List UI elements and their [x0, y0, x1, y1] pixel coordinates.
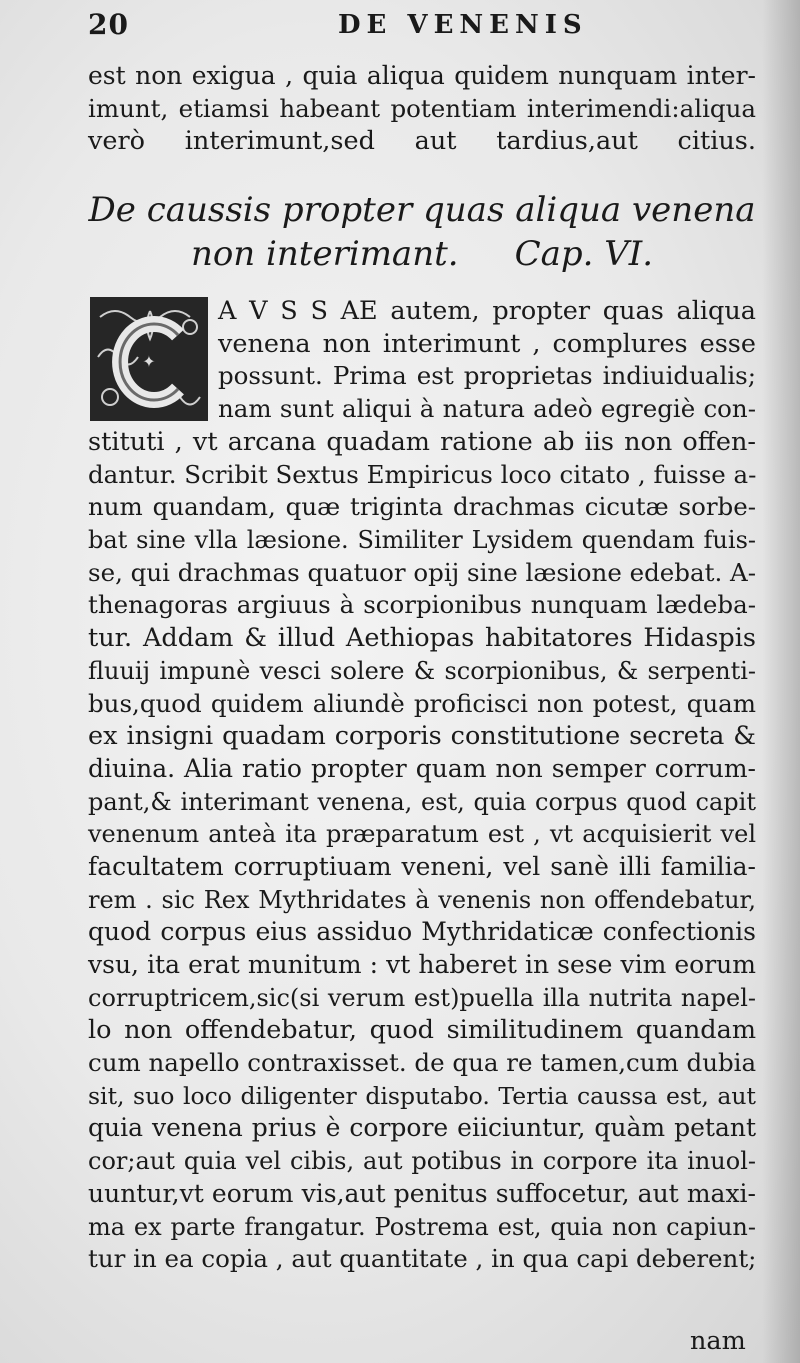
svg-text:✦: ✦	[142, 352, 156, 371]
text-line: est non exigua , quia aliqua quidem nunquam inter-	[88, 61, 756, 90]
text-line: quia venena prius è corpore eiiciuntur, quàm petant	[88, 1113, 756, 1143]
text-line: quod corpus eius assiduo Mythridaticæ confectionis	[88, 917, 756, 947]
chapter-heading-title-end: non interimant.	[190, 234, 459, 274]
text-line: cum napello contraxisset. de qua re tamen,cum dubia	[88, 1048, 757, 1078]
text-line: tur in ea copia , aut quantitate , in qua capi deberent;	[88, 1244, 757, 1274]
catchword: nam	[690, 1326, 746, 1356]
text-line: venenum anteà ita præparatum est , vt acquisierit vel	[88, 820, 756, 849]
text-line: tur. Addam & illud Aethiopas habitatores Hidaspis	[88, 623, 756, 654]
text-line: fluuij impunè vesci solere & scorpionibus, & serpenti-	[88, 656, 756, 685]
text-line: rem . sic Rex Mythridates à venenis non offendebatur,	[88, 885, 756, 914]
text-line: lo non offendebatur, quod similitudinem quandam	[88, 1015, 756, 1046]
text-line: ma ex parte frangatur. Postrema est, quia non capiun-	[88, 1212, 756, 1241]
top-paragraph	[88, 60, 756, 158]
page-edge-shadow	[762, 0, 800, 1363]
text-line: nam sunt aliqui à natura adeò egregiè con-	[218, 394, 756, 424]
text-line: ex insigni quadam corporis constitutione secreta &	[88, 721, 756, 752]
running-head: DE VENENIS	[338, 10, 588, 40]
text-line: cor;aut quia vel cibis, aut potibus in corpore ita inuol-	[88, 1147, 756, 1176]
page-header	[88, 8, 778, 42]
text-line: dantur. Scribit Sextus Empiricus loco citato , fuisse a-	[88, 459, 757, 489]
text-line: vsu, ita erat munitum : vt haberet in sese vim eorum	[88, 950, 756, 979]
text-line: corruptricem,sic(si verum est)puella illa nutrita napel-	[88, 983, 756, 1012]
text-line: facultatem corruptiuam veneni, vel sanè illi familia-	[88, 851, 756, 881]
text-line: thenagoras argiuus à scorpionibus nunquam lædeba-	[88, 590, 756, 620]
text-line: possunt. Prima est proprietas indiuidualis;	[218, 361, 756, 391]
text-line: verò interimunt,sed aut tardius,aut citius.	[88, 126, 756, 157]
chapter-number: Cap. VI.	[514, 234, 654, 274]
text-line: diuina. Alia ratio propter quam non semper corrum-	[88, 753, 756, 783]
ornamental-drop-cap	[90, 297, 208, 421]
text-line: num quandam, quæ triginta drachmas cicutæ sorbe-	[88, 492, 756, 522]
text-line: pant,& interimant venena, est, quia corpus quod capit	[88, 787, 756, 816]
text-line: uuntur,vt eorum vis,aut penitus suffocetur, aut maxi-	[88, 1178, 756, 1208]
text-line: imunt, etiamsi habeant potentiam interimendi:aliqua	[88, 93, 756, 123]
text-line: bat sine vlla læsione. Similiter Lysidem quendam fuis-	[88, 526, 756, 555]
chapter-heading-line-1: De caussis propter quas aliqua venena	[88, 190, 756, 230]
drop-cap-paragraph	[218, 295, 756, 426]
text-line: sit, suo loco diligenter disputabo. Tertia caussa est, aut	[88, 1081, 756, 1110]
text-line: venena non interimunt , complures esse	[218, 328, 756, 359]
text-line: A V S S AE autem, propter quas aliqua	[218, 296, 756, 326]
main-paragraph	[88, 426, 756, 1276]
text-line: se, qui drachmas quatuor opij sine læsione edebat. A-	[88, 557, 756, 587]
chapter-heading	[88, 188, 756, 276]
ornament-c-icon	[90, 297, 208, 421]
text-line: stituti , vt arcana quadam ratione ab iis non offen-	[88, 427, 756, 457]
chapter-heading-line-2	[88, 232, 756, 276]
page-number: 20	[88, 8, 129, 41]
text-line: bus,quod quidem aliundè proficisci non potest, quam	[88, 688, 756, 718]
